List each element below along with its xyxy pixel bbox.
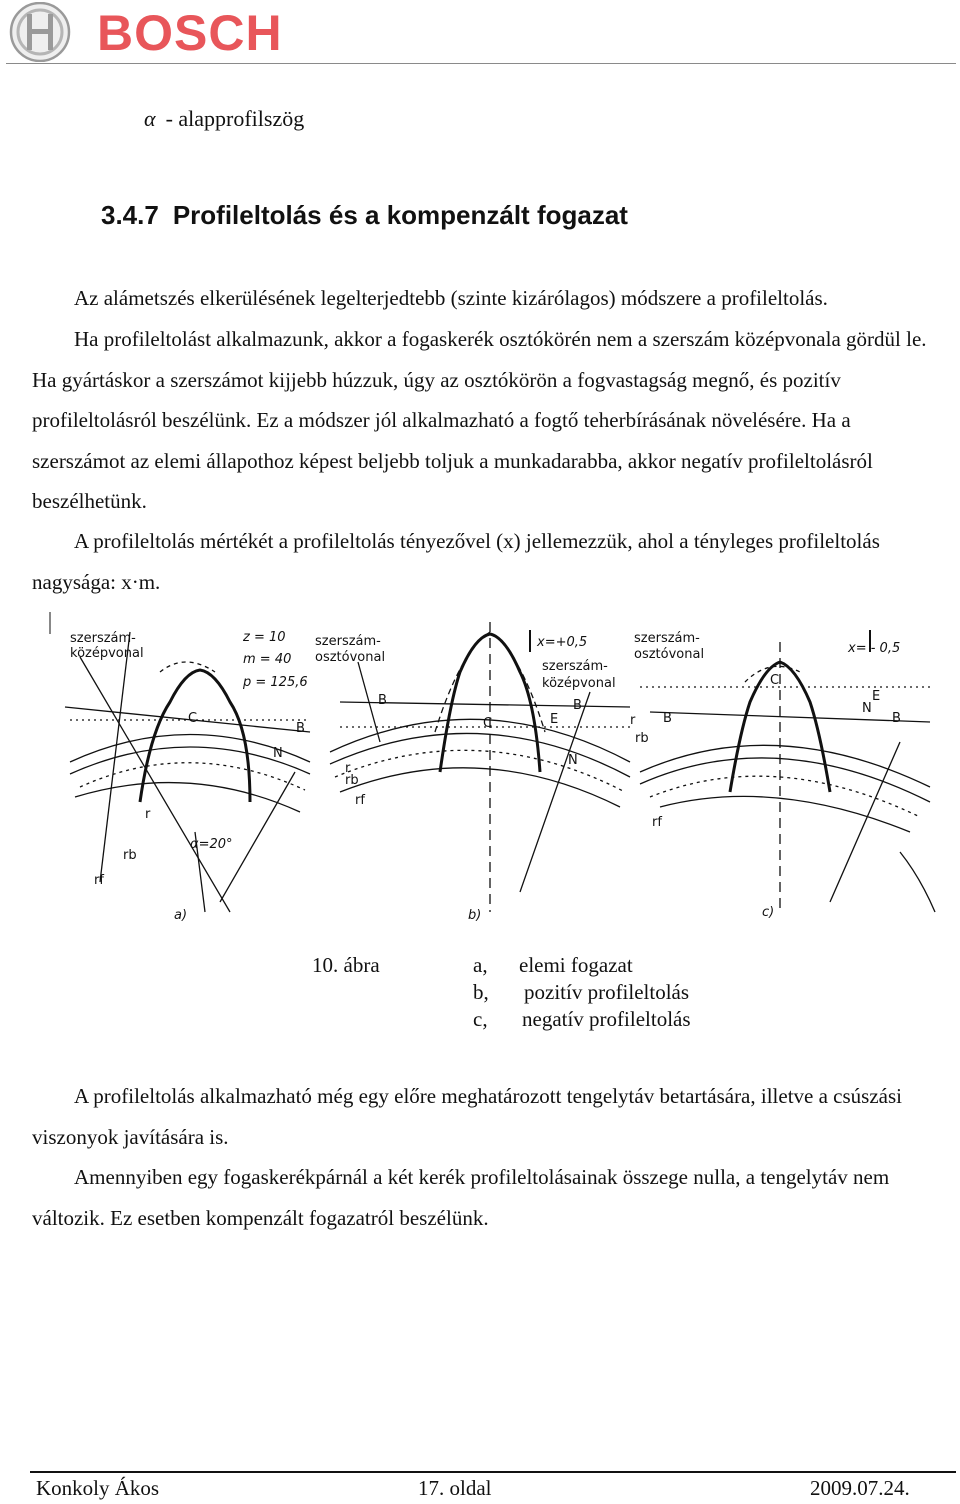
panel-b-mark-c: C: [483, 716, 493, 731]
panel-c-mark-rf: rf: [652, 815, 662, 830]
footer-divider: [30, 1471, 956, 1473]
caption-key-c: c,: [473, 1007, 488, 1031]
panel-b-tool-label-3: szerszám-: [542, 659, 608, 674]
panel-a-tool-label-1: szerszám-: [70, 631, 136, 646]
panel-a-mark-c: C: [188, 711, 198, 726]
panel-b-tool-label-4: középvonal: [542, 676, 616, 691]
panel-c-mark-c: C: [770, 673, 780, 688]
caption-text-a: elemi fogazat: [519, 953, 633, 977]
panel-c-mark-r: r: [630, 713, 636, 728]
panel-b-tool-label-1: szerszám-: [315, 634, 381, 649]
panel-a-mark-n: N: [273, 746, 283, 761]
panel-b-mark-b: B: [378, 693, 387, 708]
section-number: 3.4.7: [101, 200, 159, 230]
caption-text-c: negatív profileltolás: [522, 1007, 691, 1031]
section-title: Profileltolás és a kompenzált fogazat: [172, 200, 628, 230]
panel-a-mark-rf: rf: [94, 873, 104, 888]
paragraph-2: Ha profileltolást alkalmazunk, akkor a fogaskerék osztókörén nem a szerszám középvonala gördül le. Ha gyártáskor a szerszámot kijjebb húzzuk, úgy az osztókörön a fogvastagság megnő, és pozitív profileltolásról beszélünk. Ez a módszer jól alkalmazható a fogtő teherbírásának növelésére. Ha a szerszámot az elemi állapothoz képest beljebb toljuk a munkadarabba, akkor negatív profileltolásról beszélhetünk.: [32, 327, 927, 513]
paragraph-1: Az alámetszés elkerülésének legelterjedtebb (szinte kizárólagos) módszere a profileltolás.: [74, 286, 828, 310]
panel-c-tool-label-2: osztóvonal: [634, 647, 705, 662]
paragraph-5: Amennyiben egy fogaskerékpárnál a két kerék profileltolásainak összege nulla, a tengelytáv nem változik. Ez esetben kompenzált fogazatról beszélünk.: [32, 1165, 890, 1230]
panel-a-alpha: α=20°: [190, 837, 233, 852]
panel-b-mark-rf: rf: [355, 793, 365, 808]
panel-b-mark-rb: rb: [345, 773, 359, 788]
panel-a-p: p = 125,6: [243, 675, 308, 690]
symbol-definition: [144, 104, 304, 134]
bosch-logo-icon: [8, 2, 72, 62]
panel-c-mark-b2: B: [892, 711, 901, 726]
panel-b-x: x=+0,5: [537, 635, 588, 650]
panel-a-m: m = 40: [243, 652, 292, 667]
caption-key-a: a,: [473, 953, 488, 977]
panel-a-z: z = 10: [243, 630, 286, 645]
header-divider: [6, 63, 956, 64]
panel-a-caption: a): [174, 908, 188, 923]
panel-c-mark-n: N: [862, 701, 872, 716]
section-heading: [101, 197, 628, 233]
paragraph-3: A profileltolás mértékét a profileltolás tényezővel (x) jellemezzük, ahol a tényleges profileltolás nagysága: x·m.: [32, 529, 880, 594]
gear-profile-figure: [40, 612, 940, 942]
panel-b-mark-r: r: [345, 761, 351, 776]
panel-a-tool-label-2: középvonal: [70, 646, 144, 661]
panel-c-mark-rb: rb: [635, 731, 649, 746]
panel-a-mark-b: B: [296, 721, 305, 736]
page-header: [0, 0, 960, 66]
panel-b-mark-e: E: [550, 712, 559, 727]
symbol-text: - alapprofilszög: [165, 106, 305, 131]
figure-label: 10. ábra: [312, 953, 380, 977]
panel-c-tool-label-1: szerszám-: [634, 631, 700, 646]
panel-b-caption: b): [468, 908, 482, 923]
caption-key-b: b,: [473, 980, 489, 1004]
brand-name: BOSCH: [97, 5, 283, 61]
footer-date: 2009.07.24.: [810, 1476, 910, 1500]
footer-page-number: 17. oldal: [418, 1476, 492, 1500]
footer-author: Konkoly Ákos: [36, 1476, 160, 1500]
panel-b-tool-label-2: osztóvonal: [315, 650, 386, 665]
panel-c-caption: c): [762, 905, 775, 920]
panel-c-x: x= - 0,5: [848, 641, 901, 656]
alpha-symbol: α: [144, 106, 156, 131]
gear-diagram: [40, 612, 940, 942]
panel-c-mark-e: E: [872, 689, 881, 704]
panel-b-mark-n: N: [568, 753, 578, 768]
caption-text-b: pozitív profileltolás: [524, 980, 690, 1004]
panel-b-mark-b2: B: [573, 698, 582, 713]
panel-c-mark-b: B: [663, 711, 672, 726]
paragraph-4: A profileltolás alkalmazható még egy előre meghatározott tengelytáv betartására, illetve a csúszási viszonyok javítására is.: [32, 1084, 902, 1149]
panel-a-mark-rb: rb: [123, 848, 137, 863]
panel-a-mark-r: r: [145, 807, 151, 822]
